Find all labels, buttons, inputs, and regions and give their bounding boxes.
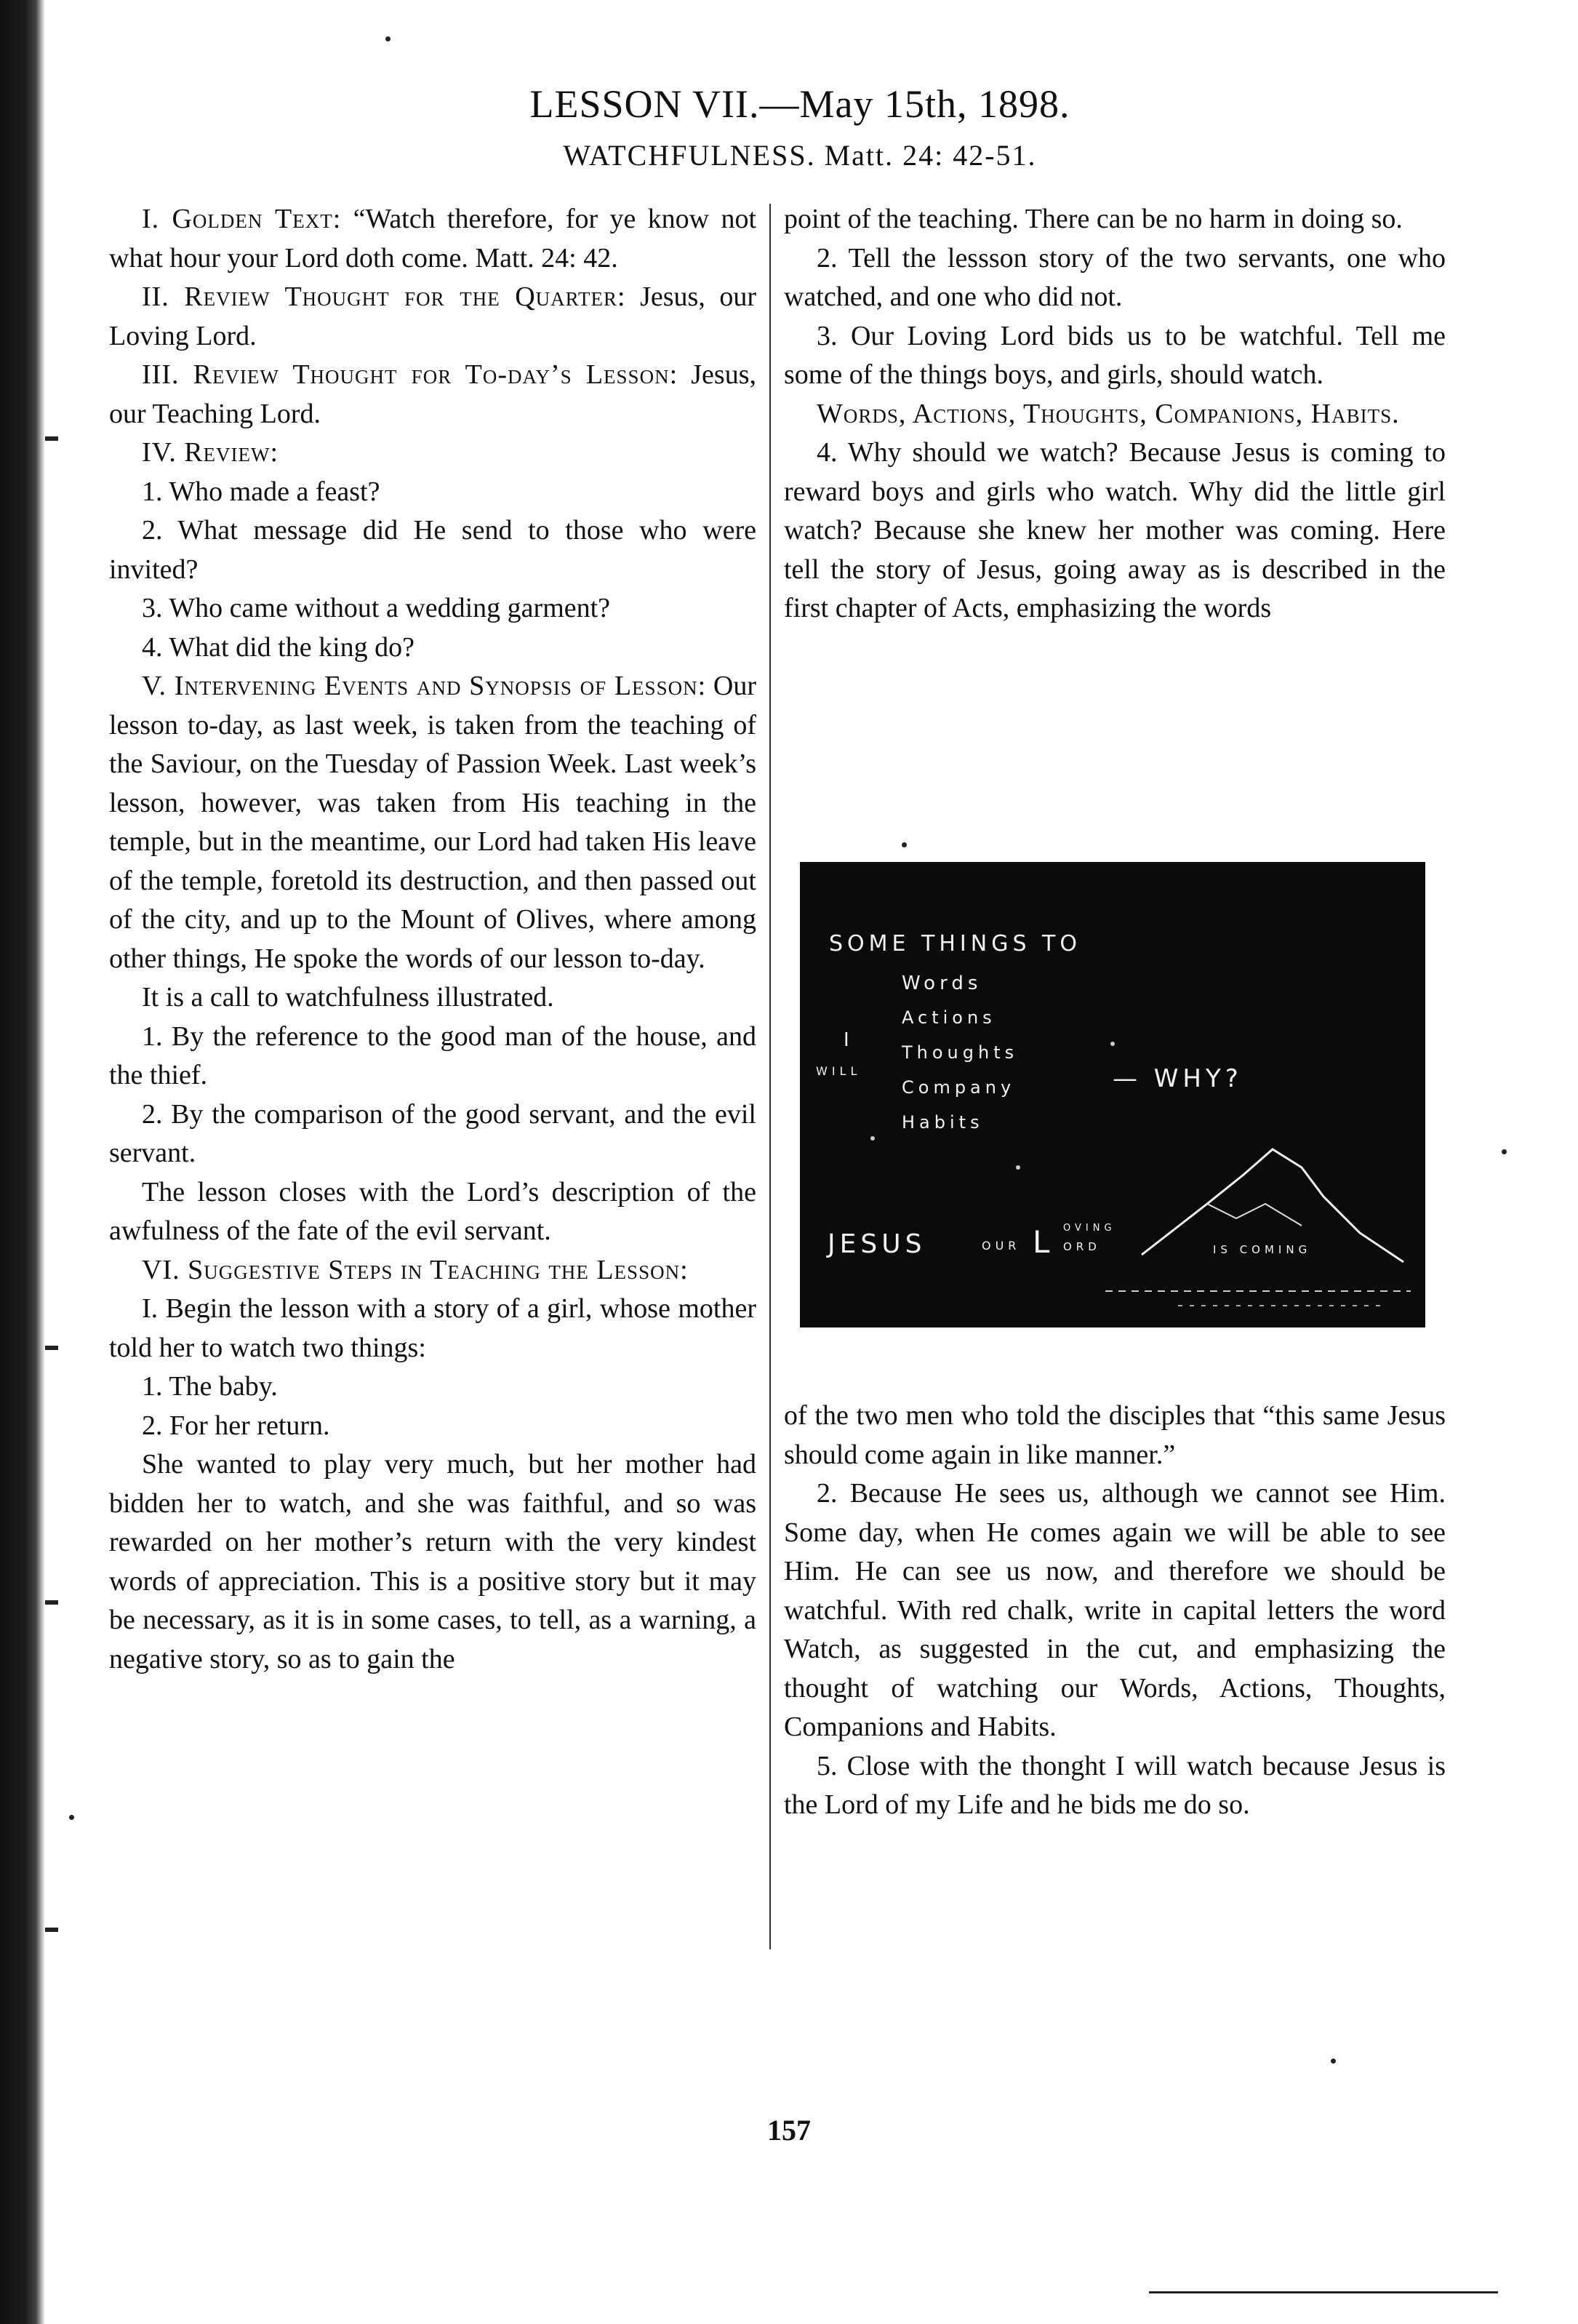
continued-paragraph: point of the teaching. There can be no harm in doing so.: [784, 204, 1403, 234]
blackboard-heading: SOME THINGS TO: [829, 931, 1081, 957]
steps-heading: VI. Suggestive Steps in Teaching the Lesson:: [142, 1254, 689, 1285]
chalk-dot: [870, 1136, 875, 1141]
column-divider: [769, 204, 771, 1949]
call-paragraph: It is a call to watchfulness illustrated.: [142, 982, 554, 1013]
review-quarter-label: II. Review Thought for the Quarter:: [142, 281, 626, 312]
review-today-label: III. Review Thought for To-day’s Lesson:: [142, 359, 678, 390]
intervening-events: [109, 667, 756, 978]
review-question: 4. What did the king do?: [142, 631, 415, 663]
blackboard-coming: IS COMING: [1213, 1243, 1312, 1256]
golden-text-label: I. Golden Text:: [142, 204, 342, 234]
print-speck: [385, 36, 391, 41]
review-heading: IV. Review:: [142, 437, 279, 468]
illustration-item: 1. By the reference to the good man of the house, and the thief.: [109, 1021, 756, 1090]
closing-paragraph: The lesson closes with the Lord’s description of the awfulness of the fate of the evil servant.: [109, 1176, 756, 1246]
blackboard-our: OUR: [982, 1239, 1021, 1253]
binding-mark: [45, 1600, 58, 1605]
blackboard-ord: ORD: [1063, 1240, 1101, 1253]
review-quarter: [109, 278, 756, 356]
review-today: [109, 356, 756, 434]
step-five: 5. Close with the thonght I will watch because Jesus is the Lord of my Life and he bids me do so.: [784, 1750, 1446, 1820]
intervening-label: V. Intervening Events and Synopsis of Lesson:: [142, 671, 707, 701]
page-number: 157: [767, 2114, 811, 2147]
footer-rule: [1149, 2291, 1498, 2293]
print-speck: [1502, 1149, 1507, 1154]
blackboard-item: Actions: [902, 1007, 996, 1028]
chalk-dot: [1110, 1042, 1115, 1046]
review-question: 3. Who came without a wedding garment?: [142, 593, 611, 623]
review-question: 1. Who made a feast?: [142, 476, 380, 507]
step-four: 4. Why should we watch? Because Jesus is coming to reward boys and girls who watch. Why did the little girl watch? Because she knew her mother was coming. Here tell the story of Jesus, going away as is described in the first chapter of Acts, emphasizing the words: [784, 437, 1446, 623]
blackboard-illustration: [800, 862, 1425, 1327]
binding-edge: [0, 0, 45, 2324]
print-speck: [69, 1815, 74, 1820]
chalk-dot: [1016, 1165, 1020, 1170]
left-column: [109, 200, 756, 1679]
illustration-item: 2. By the comparison of the good servant, and the evil servant.: [109, 1098, 756, 1168]
binding-mark: [45, 1346, 58, 1350]
blackboard-jesus: JESUS: [828, 1229, 926, 1259]
step-two: 2. Tell the lessson story of the two servants, one who watched, and one who did not.: [784, 242, 1446, 312]
blackboard-i: I: [844, 1029, 854, 1051]
after-cut-paragraph: of the two men who told the disciples that “this same Jesus should come again in like manner.”: [784, 1400, 1446, 1470]
binding-mark: [45, 1928, 58, 1932]
step-three: 3. Our Loving Lord bids us to be watchful. Tell me some of the things boys, and girls, should watch.: [784, 320, 1446, 390]
things-list: Words, Actions, Thoughts, Companions, Habits.: [817, 398, 1400, 429]
mountain-ridge: [1207, 1204, 1302, 1226]
blackboard-why: — WHY?: [1113, 1064, 1243, 1093]
story-paragraph: She wanted to play very much, but her mother had bidden her to watch, and she was faithful, and so was rewarded on her mother’s return with the very kindest words of appreciation. This is a positive story but it may be necessary, as it is in some cases, to tell, as a warning, a negative story, so as to gain the: [109, 1449, 756, 1674]
print-speck: [1331, 2059, 1336, 2064]
lesson-title: LESSON VII.—May 15th, 1898.: [529, 82, 1070, 126]
intervening-body: Our lesson to-day, as last week, is taken from the teaching of the Saviour, on the Tuesday of Passion Week. Last week’s lesson, however, was taken from His teaching in the temple, but in the meantime, our Lord had taken His leave of the temple, foretold its destruction, and then passed out of the city, and up to the Mount of Olives, where among other things, He spoke the words of our lesson to-day.: [109, 671, 756, 974]
blackboard-will: WILL: [816, 1064, 862, 1078]
thing-item: 1. The baby.: [142, 1371, 278, 1402]
blackboard-item: Words: [902, 973, 982, 994]
step-two-b: 2. Because He sees us, although we cannot see Him. Some day, when He comes again we will be able to see Him. He can see us now, and therefore we should be watchful. With red chalk, write in capital letters the word Watch, as suggested in the cut, and emphasizing the thought of watching our Words, Actions, Thoughts, Companions and Habits.: [784, 1478, 1446, 1742]
right-column-lower: [784, 1397, 1446, 1825]
print-speck: [902, 842, 907, 847]
binding-mark: [45, 436, 58, 441]
thing-item: 2. For her return.: [142, 1410, 330, 1441]
blackboard-loving: OVING: [1063, 1223, 1116, 1234]
step-one: I. Begin the lesson with a story of a girl, whose mother told her to watch two things:: [109, 1293, 756, 1363]
right-column-upper: [784, 200, 1446, 628]
blackboard-l: L: [1033, 1224, 1054, 1260]
review-quarter-body: Jesus, our Loving Lord.: [109, 281, 756, 351]
review-question: 2. What message did He send to those who were invited?: [109, 515, 756, 585]
blackboard-item: Company: [902, 1077, 1016, 1098]
lesson-subtitle: WATCHFULNESS. Matt. 24: 42-51.: [563, 139, 1037, 172]
review-today-body: Jesus, our Teaching Lord.: [109, 359, 756, 429]
blackboard-item: Habits: [902, 1112, 984, 1133]
golden-text-body: “Watch therefore, for ye know not what hour your Lord doth come. Matt. 24: 42.: [109, 204, 756, 273]
golden-text: [109, 200, 756, 278]
blackboard-item: Thoughts: [902, 1042, 1019, 1063]
